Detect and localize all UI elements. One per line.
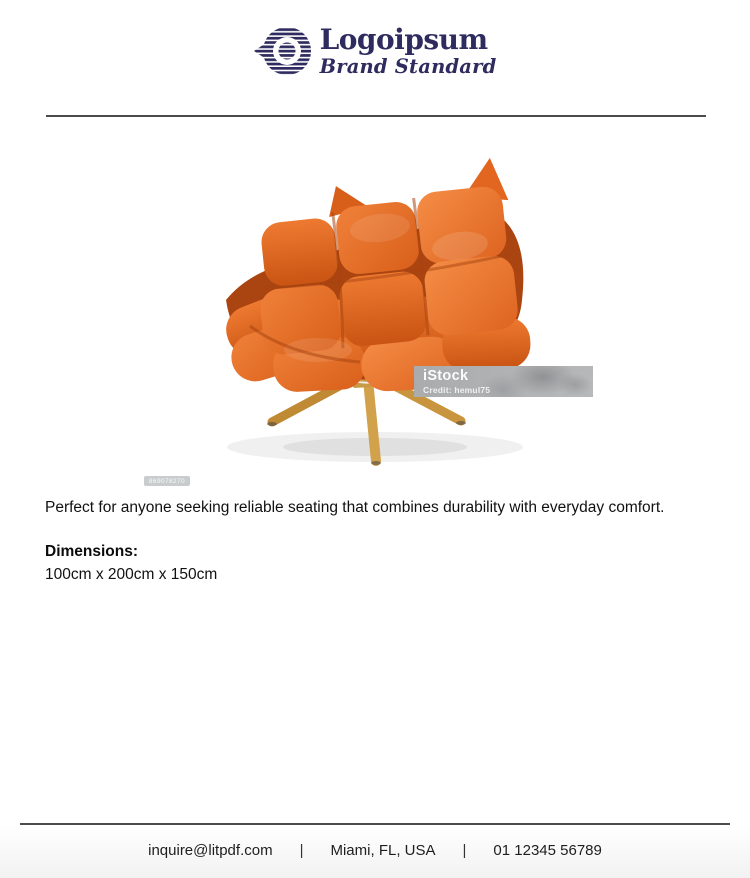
orange-chair-illustration [130, 150, 620, 490]
footer-phone: 01 12345 56789 [493, 842, 602, 859]
istock-watermark [414, 366, 593, 397]
footer-location: Miami, FL, USA [330, 842, 436, 859]
footer-divider [20, 823, 730, 825]
dimensions-value: 100cm x 200cm x 150cm [45, 566, 218, 583]
istock-watermark-credit: Credit: hemul75 [423, 385, 491, 396]
brand-name: Logoipsum [319, 23, 488, 57]
footer-separator: | [462, 842, 467, 859]
product-description: Perfect for anyone seeking reliable seating that combines durability with everyday comfort. [45, 499, 665, 516]
footer-contact-row [0, 842, 750, 859]
logoipsum-icon [254, 24, 311, 79]
brand-logo-text [319, 23, 497, 79]
istock-image-id-badge: 869078270 [144, 476, 190, 486]
footer-separator: | [299, 842, 304, 859]
brand-header [0, 24, 750, 79]
brand-tagline: Brand Standard [319, 55, 497, 79]
istock-watermark-brand: iStock [423, 368, 469, 384]
dimensions-label: Dimensions: [45, 543, 139, 560]
footer-email: inquire@litpdf.com [148, 842, 273, 859]
product-photo [130, 150, 620, 490]
header-divider [46, 115, 706, 117]
brand-logo [254, 24, 497, 79]
